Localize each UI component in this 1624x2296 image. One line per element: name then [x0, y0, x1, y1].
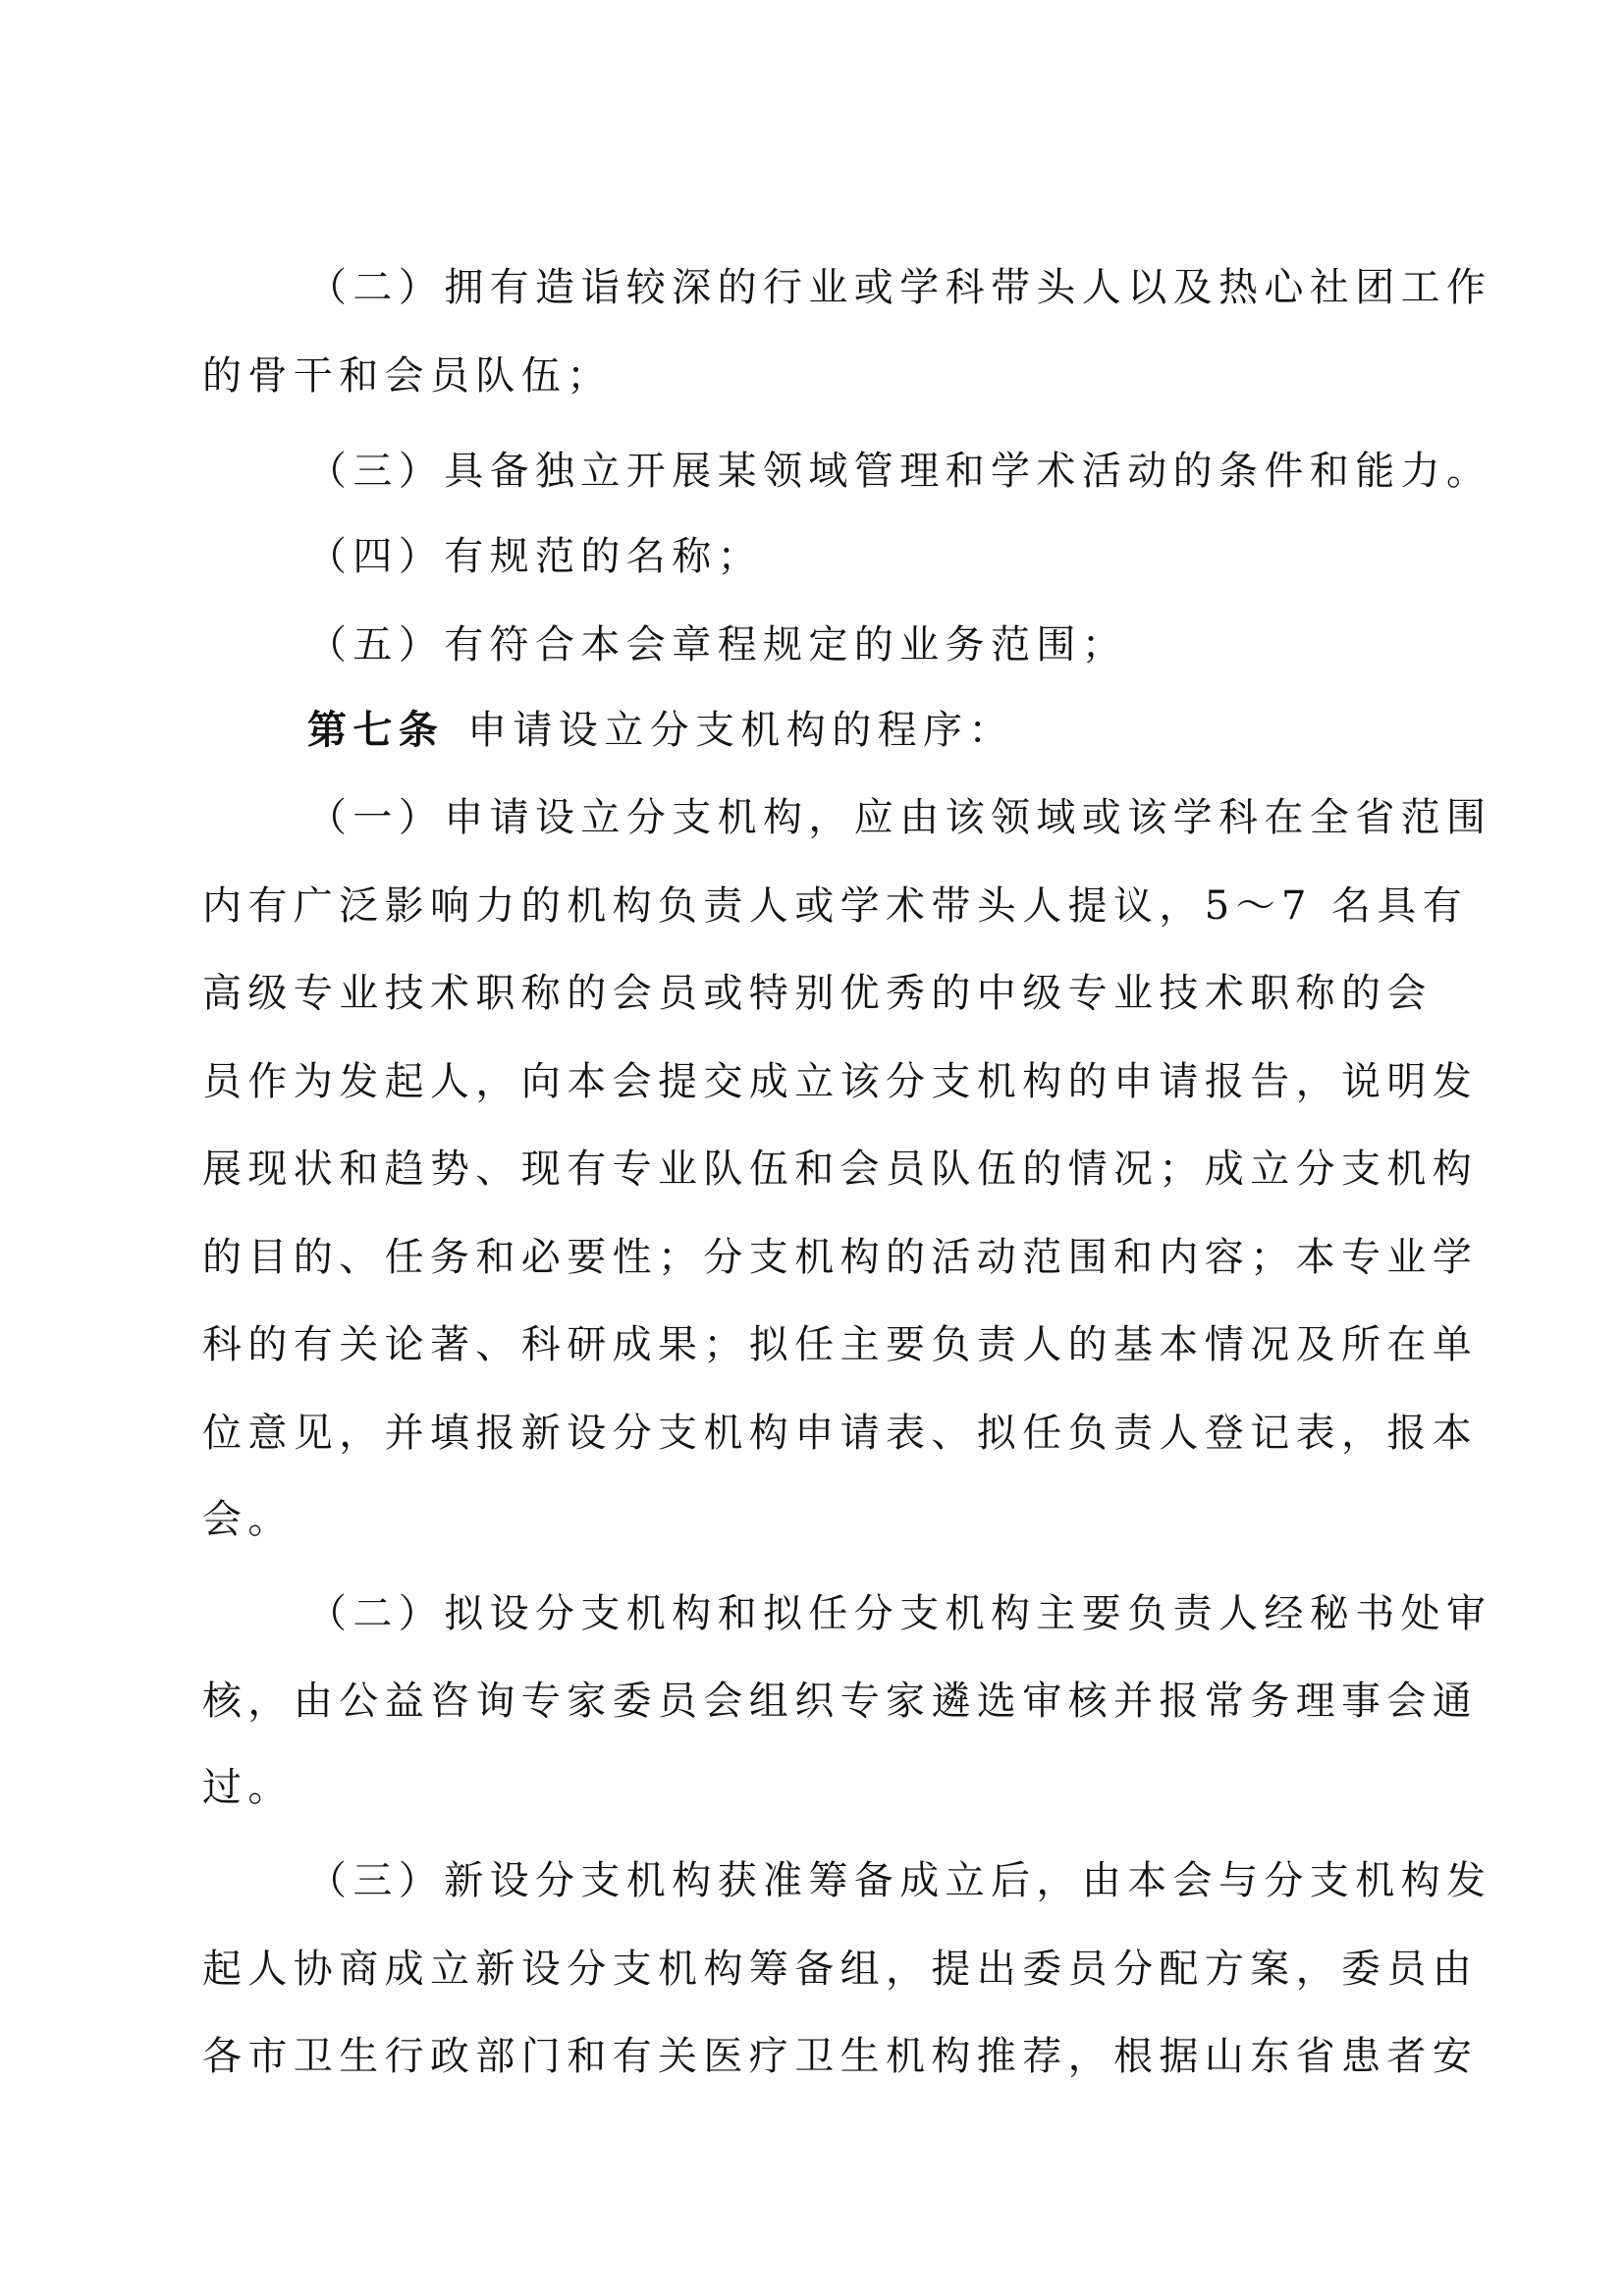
text-line: 展现状和趋势、现有专业队伍和会员队伍的情况；成立分支机构 [202, 1147, 1479, 1192]
text-line: 科的有关论著、科研成果；拟任主要负责人的基本情况及所在单 [202, 1322, 1479, 1367]
text-line: 核，由公益咨询专家委员会组织专家遴选审核并报常务理事会通 [202, 1679, 1479, 1724]
text-line: 高级专业技术职称的会员或特别优秀的中级专业技术职称的会 [202, 971, 1433, 1016]
text-line: 起人协商成立新设分支机构筹备组，提出委员分配方案，委员由 [202, 1947, 1479, 1992]
text-line: （二）拟设分支机构和拟任分支机构主要负责人经秘书处审 [307, 1591, 1492, 1636]
text-line: 会。 [202, 1497, 294, 1542]
text-line: （五）有符合本会章程规定的业务范围； [307, 622, 1128, 667]
text-line: 的骨干和会员队伍； [202, 353, 613, 399]
text-line: （二）拥有造诣较深的行业或学科带头人以及热心社团工作 [307, 265, 1492, 310]
text-line: （三）具备独立开展某领域管理和学术活动的条件和能力。 [307, 449, 1492, 494]
text-line: 员作为发起人，向本会提交成立该分支机构的申请报告，说明发 [202, 1059, 1479, 1104]
text-line: 位意见，并填报新设分支机构申请表、拟任负责人登记表，报本 [202, 1411, 1479, 1456]
text-line: （三）新设分支机构获准筹备成立后，由本会与分支机构发 [307, 1858, 1492, 1903]
text-line: 的目的、任务和必要性；分支机构的活动范围和内容；本专业学 [202, 1235, 1479, 1280]
text-line: （一）申请设立分支机构，应由该领域或该学科在全省范围 [307, 795, 1492, 840]
text-line: （四）有规范的名称； [307, 534, 763, 579]
article-label: 第七条 [307, 707, 445, 753]
text-line: 内有广泛影响力的机构负责人或学术带头人提议，5～7 名具有 [202, 883, 1469, 929]
text-line: 过。 [202, 1765, 294, 1810]
article-heading-text: 申请设立分支机构的程序： [467, 708, 1014, 753]
text-line: 各市卫生行政部门和有关医疗卫生机构推荐，根据山东省患者安 [202, 2034, 1479, 2079]
